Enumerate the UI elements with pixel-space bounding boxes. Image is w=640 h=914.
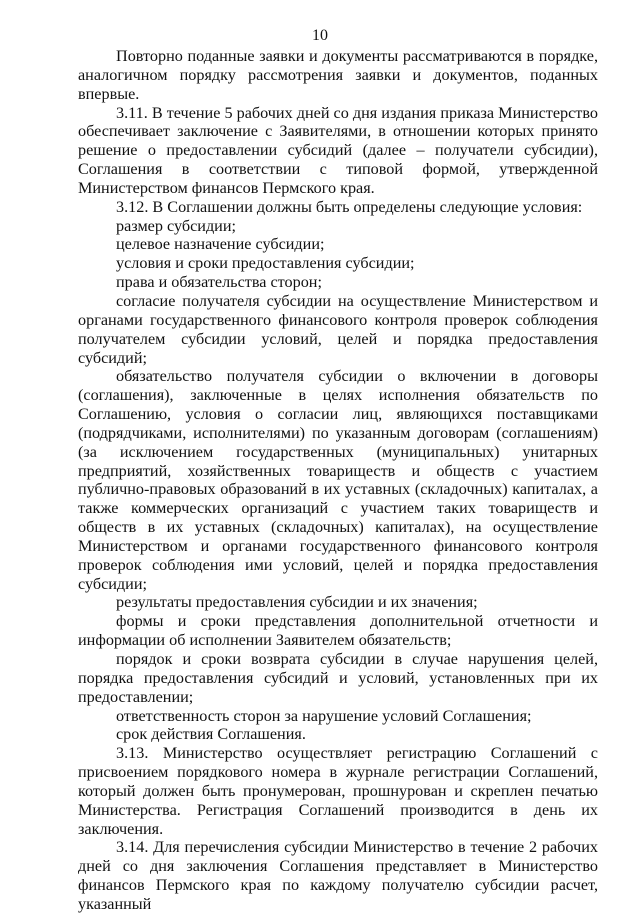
condition-obligation: обязательство получателя субсидии о включении в договоры (соглашения), заключенные в целях исполнения обязательств по Соглашению, условия о согласии лиц, являющихся поставщиками (подрядчиками, исполнителями) по указанным договорам (соглашениям) (за исключением государственных (муниципальных) унитарных предприятий, хозяйственных товариществ и обществ с участием публично-правовых образований в их уставных (складочных) капиталах, а также коммерческих организаций с участием таких товариществ и обществ в их уставных (складочных) капиталах), на осуществление Министерством и органами государственного финансового контроля проверок соблюдения ими условий, целей и порядка предоставления субсидии; bbox=[78, 367, 598, 593]
condition-refund: порядок и сроки возврата субсидии в случае нарушения целей, порядка предоставления субсидий и условий, установленных при их предоставлении; bbox=[78, 650, 598, 706]
page-number: 10 bbox=[312, 27, 328, 44]
paragraph-3-11: 3.11. В течение 5 рабочих дней со дня издания приказа Министерство обеспечивает заключение с Заявителями, в отношении которых принято решение о предоставлении субсидий (далее – получатели субсидии), Соглашения в соответствии с типовой формой, утвержденной Министерством финансов Пермского края. bbox=[78, 103, 598, 197]
paragraph-3-14: 3.14. Для перечисления субсидии Министерство в течение 2 рабочих дней со дня заключения Соглашения представляет в Министерство финансов Пермского края по каждому получателю субсидии расчет, указанный bbox=[78, 838, 598, 913]
condition-consent: согласие получателя субсидии на осуществление Министерством и органами государственного финансового контроля проверок соблюдения получателем субсидии условий, целей и порядка предоставления субсидий; bbox=[78, 291, 598, 367]
condition-terms: условия и сроки предоставления субсидии; bbox=[116, 254, 415, 273]
paragraph-resubmission: Повторно поданные заявки и документы рассматриваются в порядке, аналогичном порядку рассмотрения заявки и документов, поданных впервые. bbox=[78, 47, 598, 103]
condition-subsidy-amount: размер субсидии; bbox=[116, 216, 237, 235]
condition-results: результаты предоставления субсидии и их значения; bbox=[116, 593, 478, 612]
condition-duration: срок действия Соглашения. bbox=[116, 725, 306, 744]
condition-purpose: целевое назначение субсидии; bbox=[116, 235, 325, 254]
condition-rights: права и обязательства сторон; bbox=[116, 273, 322, 292]
paragraph-3-13: 3.13. Министерство осуществляет регистрацию Соглашений с присвоением порядкового номера в журнале регистрации Соглашений, который должен быть пронумерован, прошнурован и скреплен печатью Министерства. Регистрация Соглашений производится в день их заключения. bbox=[78, 744, 598, 838]
document-body bbox=[78, 47, 598, 914]
condition-liability: ответственность сторон за нарушение условий Соглашения; bbox=[116, 706, 532, 725]
condition-reporting: формы и сроки представления дополнительной отчетности и информации об исполнении Заявителем обязательств; bbox=[78, 612, 598, 650]
paragraph-3-12: 3.12. В Соглашении должны быть определены следующие условия: bbox=[116, 197, 583, 216]
